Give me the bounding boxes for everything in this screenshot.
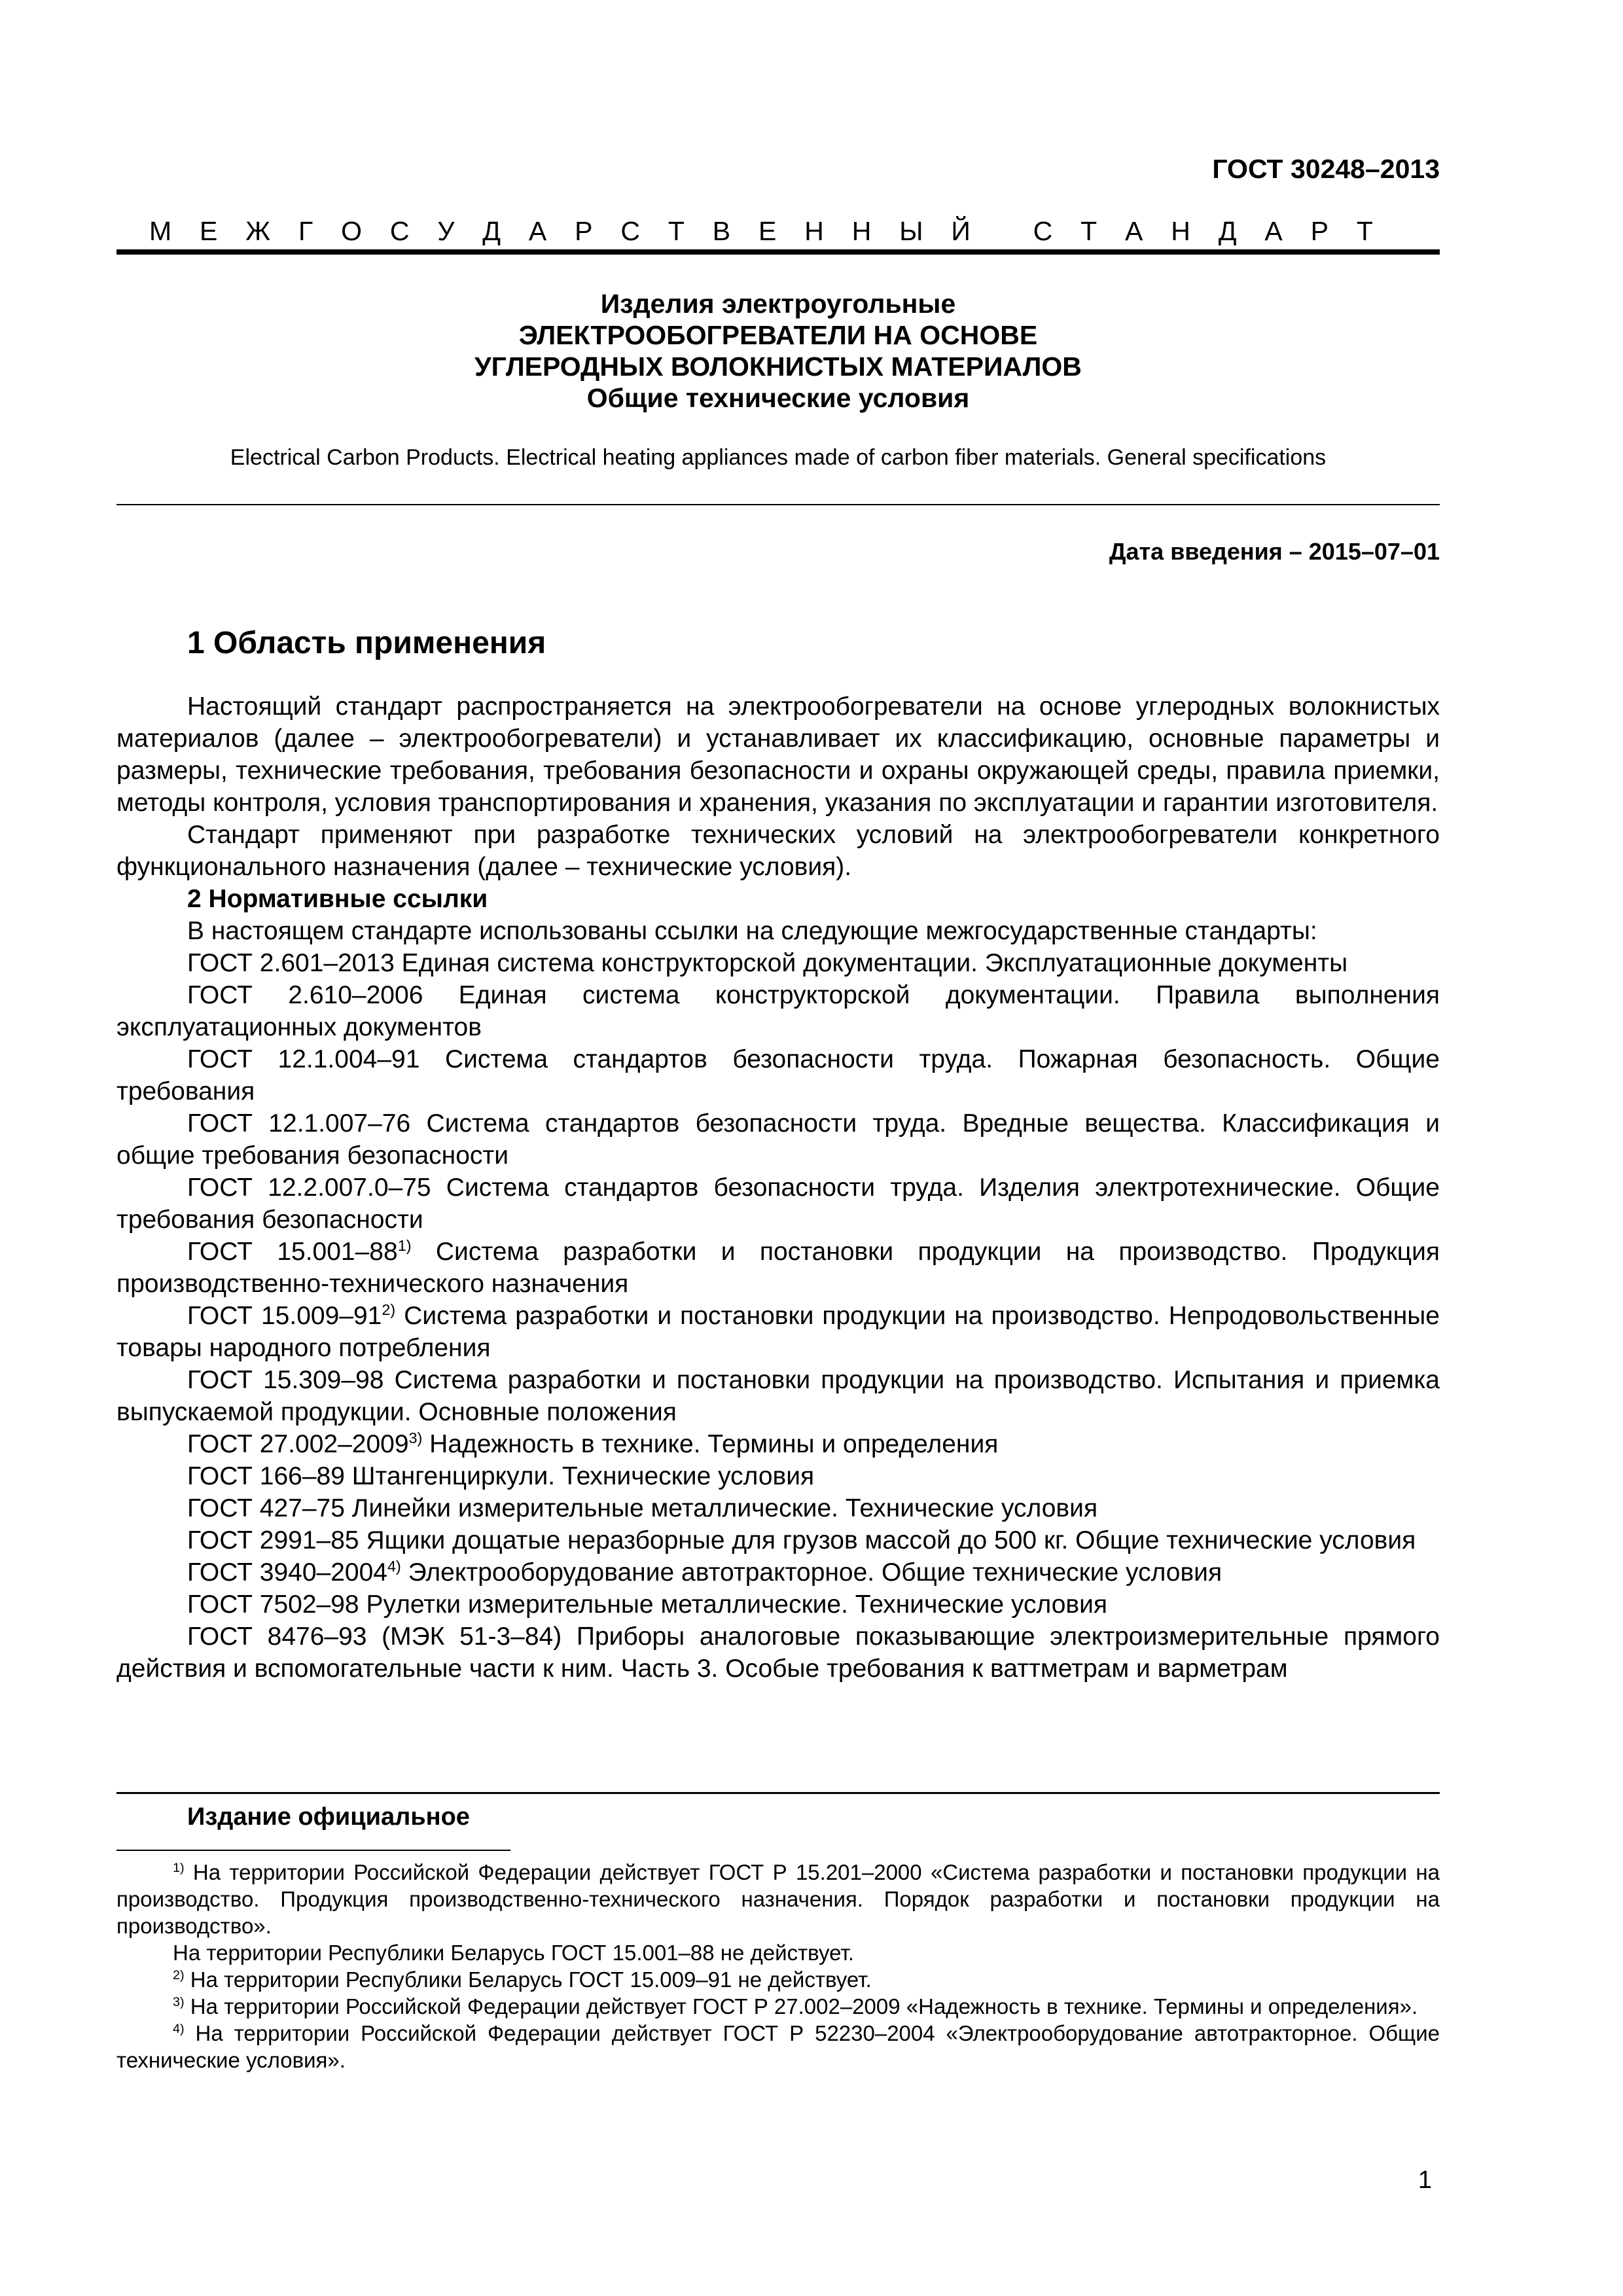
interstate-letter: Н bbox=[804, 216, 824, 246]
interstate-letter: С bbox=[620, 216, 640, 246]
normative-reference bbox=[116, 1524, 1440, 1556]
reference-code: ГОСТ 427–75 bbox=[187, 1494, 345, 1522]
normative-references-list bbox=[116, 947, 1440, 1685]
footnote bbox=[116, 1859, 1440, 1939]
normative-reference bbox=[116, 1172, 1440, 1236]
reference-title: Система разработки и постановки продукции на производство. Непродовольственные товары народного потребления bbox=[116, 1302, 1440, 1362]
normative-reference bbox=[116, 1460, 1440, 1492]
footnotes bbox=[116, 1859, 1440, 2073]
reference-code: ГОСТ 15.009–91 bbox=[187, 1302, 382, 1330]
footnote bbox=[116, 1966, 1440, 1993]
footnote-text: На территории Российской Федерации действует ГОСТ Р 52230–2004 «Электрооборудование автотракторное. Общие технические условия». bbox=[116, 2021, 1440, 2072]
reference-title: Система стандартов безопасности труда. Изделия электротехнические. Общие требования безопасности bbox=[116, 1174, 1440, 1234]
reference-code: ГОСТ 2.610–2006 bbox=[187, 981, 423, 1009]
interstate-letter: Т bbox=[1356, 216, 1373, 246]
interstate-letter: Р bbox=[1310, 216, 1329, 246]
footnote-marker: 4) bbox=[387, 1558, 401, 1575]
page-number: 1 bbox=[1418, 2166, 1432, 2194]
document-body bbox=[116, 691, 1440, 1685]
footnote bbox=[116, 1939, 1440, 1966]
footnote-marker: 1) bbox=[173, 1861, 185, 1875]
interstate-letter: Е bbox=[758, 216, 777, 246]
section-2-intro: В настоящем стандарте использованы ссылки на следующие межгосударственные стандарты: bbox=[187, 917, 1317, 945]
reference-title: Ящики дощатые неразборные для грузов массой до 500 кг. Общие технические условия bbox=[359, 1526, 1416, 1554]
interstate-letter: Д bbox=[482, 216, 501, 246]
footnote-marker: 2) bbox=[382, 1301, 396, 1318]
reference-title: Надежность в технике. Термины и определения bbox=[422, 1430, 999, 1458]
interstate-letter: Т bbox=[668, 216, 685, 246]
normative-reference bbox=[116, 1236, 1440, 1300]
normative-reference bbox=[116, 1492, 1440, 1524]
interstate-letter: Р bbox=[575, 216, 593, 246]
reference-code: ГОСТ 15.001–88 bbox=[187, 1238, 398, 1266]
interstate-letter: У bbox=[437, 216, 455, 246]
interstate-letter: Н bbox=[851, 216, 872, 246]
normative-reference bbox=[116, 1364, 1440, 1428]
english-title: Electrical Carbon Products. Electrical heating appliances made of carbon fiber materials. General specifications bbox=[230, 445, 1327, 470]
normative-reference bbox=[116, 1107, 1440, 1172]
interstate-letter: Й bbox=[951, 216, 971, 246]
footnote-text: На территории Российской Федерации действует ГОСТ Р 27.002–2009 «Надежность в технике. Термины и определения». bbox=[184, 1994, 1418, 2018]
footnote bbox=[116, 2020, 1440, 2073]
normative-reference bbox=[116, 1556, 1440, 1588]
header-thick-rule bbox=[116, 249, 1440, 255]
reference-code: ГОСТ 2.601–2013 bbox=[187, 949, 395, 977]
footnote-marker: 1) bbox=[397, 1237, 412, 1254]
reference-title: Система стандартов безопасности труда. Пожарная безопасность. Общие требования bbox=[116, 1045, 1440, 1105]
reference-code: ГОСТ 12.1.004–91 bbox=[187, 1045, 420, 1073]
interstate-letter: М bbox=[149, 216, 172, 246]
reference-title: Система стандартов безопасности труда. Вредные вещества. Классификация и общие требования безопасности bbox=[116, 1109, 1440, 1170]
reference-code: ГОСТ 166–89 bbox=[187, 1462, 345, 1490]
interstate-standard-heading bbox=[149, 216, 1373, 247]
document-title bbox=[116, 288, 1440, 414]
reference-title: Единая система конструкторской документации. Эксплуатационные документы bbox=[394, 949, 1348, 977]
normative-reference bbox=[116, 1588, 1440, 1621]
reference-title: (МЭК 51-3–84) Приборы аналоговые показывающие электроизмерительные прямого действия и вспомогательные части к ним. Часть 3. Особые требования к ваттметрам и варметрам bbox=[116, 1623, 1440, 1683]
title-divider bbox=[116, 504, 1440, 505]
interstate-letter: Т bbox=[1080, 216, 1097, 246]
title-line-1: Изделия электроугольные bbox=[600, 289, 956, 319]
normative-reference bbox=[116, 979, 1440, 1043]
interstate-letter: Е bbox=[200, 216, 218, 246]
reference-title: Система разработки и постановки продукции на производство. Продукция производственно-технического назначения bbox=[116, 1238, 1440, 1298]
reference-title: Рулетки измерительные металлические. Технические условия bbox=[359, 1590, 1108, 1619]
interstate-letter: Ж bbox=[245, 216, 271, 246]
reference-title: Система разработки и постановки продукции на производство. Испытания и приемка выпускаемой продукции. Основные положения bbox=[116, 1366, 1440, 1426]
official-edition-rule bbox=[116, 1792, 1440, 1794]
interstate-letter: Н bbox=[1171, 216, 1190, 246]
interstate-letter: А bbox=[1264, 216, 1283, 246]
introduction-date: Дата введения – 2015–07–01 bbox=[1109, 538, 1440, 565]
normative-reference bbox=[116, 947, 1440, 979]
reference-title: Единая система конструкторской документации. Правила выполнения эксплуатационных документов bbox=[116, 981, 1440, 1041]
interstate-letter: А bbox=[1125, 216, 1143, 246]
normative-reference bbox=[116, 1621, 1440, 1685]
footnote-marker: 3) bbox=[173, 1995, 185, 2009]
reference-code: ГОСТ 15.309–98 bbox=[187, 1366, 384, 1394]
normative-reference bbox=[116, 1043, 1440, 1107]
footnote-text: На территории Республики Беларусь ГОСТ 15.009–91 не действует. bbox=[184, 1967, 872, 1992]
footnote-text: На территории Республики Беларусь ГОСТ 15.001–88 не действует. bbox=[173, 1941, 854, 1965]
reference-title: Линейки измерительные металлические. Технические условия bbox=[344, 1494, 1098, 1522]
reference-code: ГОСТ 27.002–2009 bbox=[187, 1430, 409, 1458]
section-1-title: 1 Область применения bbox=[187, 626, 546, 660]
reference-code: ГОСТ 7502–98 bbox=[187, 1590, 359, 1619]
title-line-3: УГЛЕРОДНЫХ ВОЛОКНИСТЫХ МАТЕРИАЛОВ bbox=[474, 351, 1082, 382]
footnote-separator bbox=[116, 1850, 510, 1851]
title-line-2: ЭЛЕКТРООБОГРЕВАТЕЛИ НА ОСНОВЕ bbox=[518, 320, 1038, 350]
interstate-letter: Ы bbox=[899, 216, 923, 246]
interstate-letter: А bbox=[528, 216, 547, 246]
reference-code: ГОСТ 8476–93 bbox=[187, 1623, 367, 1651]
interstate-letter: Д bbox=[1218, 216, 1237, 246]
reference-code: ГОСТ 2991–85 bbox=[187, 1526, 359, 1554]
footnote-marker: 3) bbox=[408, 1429, 423, 1446]
interstate-letter: О bbox=[341, 216, 362, 246]
normative-reference bbox=[116, 1428, 1440, 1460]
footnote bbox=[116, 1993, 1440, 2020]
interstate-letter: С bbox=[1033, 216, 1053, 246]
interstate-letter: В bbox=[712, 216, 731, 246]
interstate-letter: С bbox=[389, 216, 410, 246]
reference-code: ГОСТ 3940–2004 bbox=[187, 1558, 388, 1587]
interstate-letter: Г bbox=[298, 216, 313, 246]
reference-title: Электрооборудование автотракторное. Общие технические условия bbox=[401, 1558, 1222, 1587]
normative-reference bbox=[116, 1300, 1440, 1364]
footnote-text: На территории Российской Федерации действует ГОСТ Р 15.201–2000 «Система разработки и постановки продукции на производство. Продукция производственно-технического назначения. Порядок разработки и постановки продукции на производство». bbox=[116, 1860, 1440, 1938]
reference-code: ГОСТ 12.2.007.0–75 bbox=[187, 1174, 431, 1202]
reference-title: Штангенциркули. Технические условия bbox=[344, 1462, 815, 1490]
section-1-paragraph: Стандарт применяют при разработке технических условий на электрообогреватели конкретного функционального назначения (далее – технические условия). bbox=[116, 821, 1440, 881]
section-2-title: 2 Нормативные ссылки bbox=[187, 885, 488, 913]
footnote-marker: 2) bbox=[173, 1968, 185, 1982]
footnote-marker: 4) bbox=[173, 2022, 185, 2036]
reference-code: ГОСТ 12.1.007–76 bbox=[187, 1109, 411, 1138]
title-line-4: Общие технические условия bbox=[586, 383, 970, 413]
official-edition-label: Издание официальное bbox=[187, 1803, 470, 1831]
standard-code: ГОСТ 30248–2013 bbox=[1212, 154, 1440, 184]
section-1-paragraph: Настоящий стандарт распространяется на электрообогреватели на основе углеродных волокнистых материалов (далее – электрообогреватели) и устанавливает их классификацию, основные параметры и размеры, технические требования, требования безопасности и охраны окружающей среды, правила приемки, методы контроля, условия транспортирования и хранения, указания по эксплуатации и гарантии изготовителя. bbox=[116, 692, 1440, 817]
interstate-word-gap bbox=[999, 216, 1005, 247]
